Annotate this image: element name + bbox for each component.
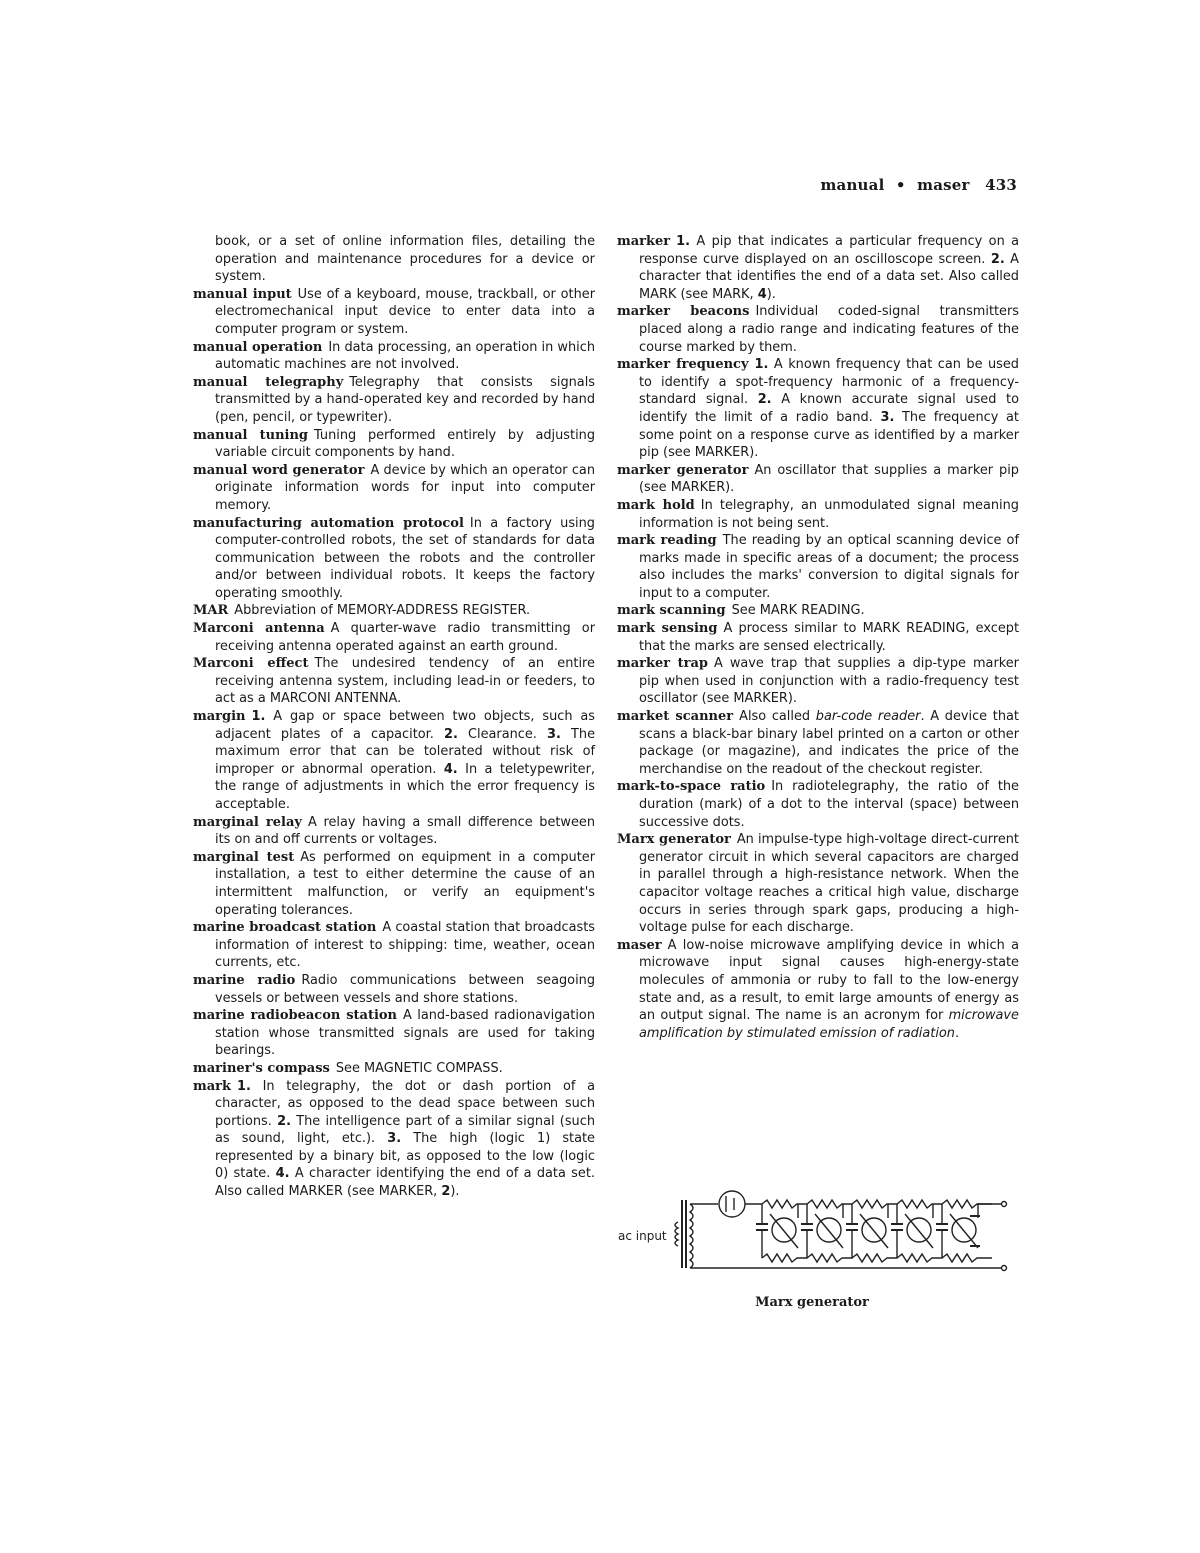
- entry-headword: marine radio: [193, 972, 296, 988]
- entry-headword: margin: [193, 709, 246, 725]
- sense-number: 2.: [990, 251, 1005, 267]
- dictionary-entry: [617, 303, 1019, 356]
- entry-text: In radiotelegraphy, the ratio of the duration (mark) of a dot to the interval (space) between successive dots.: [639, 779, 1019, 830]
- dictionary-entry: [193, 972, 595, 1007]
- dictionary-entry: [193, 374, 595, 427]
- entry-headword: marginal test: [193, 849, 295, 865]
- entry-text: A pip that indicates a particular frequency on a response curve displayed on an oscilloscope screen.: [639, 234, 1019, 267]
- entry-text: The reading by an optical scanning device of marks made in specific areas of a document; the process also includes the marks' conversion to digital signals for input to a computer.: [639, 533, 1019, 601]
- entry-headword: Marx generator: [617, 832, 731, 848]
- dictionary-entry: [193, 1007, 595, 1060]
- entry-text: A character that identifies the end of a data set. Also called MARK (see MARK,: [639, 251, 1019, 302]
- left-column: [193, 233, 595, 1201]
- entry-text: Radio communications between seagoing vessels or between vessels and shore stations.: [215, 972, 596, 1006]
- entry-text: The undesired tendency of an entire receiving antenna system, including lead-in or feeders, to act as a MARCONI ANTENNA.: [215, 656, 595, 707]
- entry-text: See MARK READING.: [731, 603, 865, 619]
- entry-headword: marine radiobeacon station: [193, 1008, 398, 1024]
- entry-text: . A device that scans a black-bar binary label printed on a carton or other package (or magazine), and indicates the price of the merchandise on the readout of the checkout register.: [639, 709, 1019, 777]
- entry-headword: marine broadcast station: [193, 920, 377, 936]
- dictionary-entry: [193, 1078, 595, 1201]
- entry-text: A quarter-wave radio transmitting or receiving antenna operated against an earth ground.: [215, 621, 595, 654]
- entry-headword: marginal relay: [193, 814, 302, 830]
- dictionary-entry: [193, 233, 595, 286]
- entry-headword: mark hold: [617, 497, 695, 513]
- entry-text: Also called: [739, 709, 816, 725]
- entry-text: A process similar to MARK READING, except that the marks are sensed electrically.: [639, 621, 1020, 654]
- sense-number: 1.: [251, 709, 266, 725]
- dictionary-entry: [617, 831, 1019, 937]
- sense-number: 3.: [547, 726, 561, 742]
- entry-italic-text: microwave amplification by stimulated emission of radiation: [639, 1008, 1019, 1041]
- entry-text: A gap or space between two objects, such as adjacent plates of a capacitor.: [215, 709, 595, 742]
- entry-headword: mark: [193, 1078, 232, 1094]
- entry-text: .: [954, 1025, 960, 1041]
- entry-headword: MAR: [193, 603, 229, 619]
- entry-headword: marker: [617, 234, 671, 249]
- entry-text: In a teletypewriter, the range of adjustments in which the error frequency is acceptable.: [215, 761, 595, 812]
- dictionary-entry: [193, 849, 595, 919]
- entry-italic-text: bar-code reader: [815, 709, 921, 725]
- dictionary-entry: [617, 462, 1019, 497]
- entry-text: Use of a keyboard, mouse, trackball, or other electromechanical input device to enter data into a computer program or system.: [215, 286, 595, 337]
- entry-text: ).: [450, 1184, 460, 1200]
- dictionary-entry: [617, 620, 1019, 655]
- dictionary-entry: [617, 778, 1019, 831]
- dictionary-entry: [617, 233, 1019, 303]
- entry-headword: manual word generator: [193, 462, 365, 478]
- entry-text: ).: [766, 286, 776, 302]
- entry-text: In telegraphy, the dot or dash portion of a character, as opposed to the dead space between such portions.: [215, 1078, 595, 1129]
- dictionary-entry: [617, 532, 1019, 602]
- dictionary-entry: [617, 937, 1019, 1043]
- entry-text: In data processing, an operation in which automatic machines are not involved.: [215, 339, 595, 373]
- entry-text: The intelligence part of a similar signal (such as sound, light, etc.).: [215, 1113, 595, 1147]
- dictionary-entry: [193, 655, 595, 708]
- entry-text: A relay having a small difference between its on and off currents or voltages.: [215, 814, 596, 848]
- entry-headword: marker generator: [617, 462, 749, 478]
- sense-number: 3.: [387, 1131, 402, 1147]
- entry-text: A land-based radionavigation station whose transmitted signals are used for taking bearings.: [215, 1008, 595, 1059]
- sense-number: 2.: [277, 1113, 291, 1129]
- entry-headword: manual telegraphy: [193, 374, 344, 390]
- entry-text: An impulse-type high-voltage direct-current generator circuit in which several capacitors are charged in parallel through a high-resistance network. When the capacitor voltage reaches a critical high value, discharge occurs in series through spark gaps, producing a high-voltage pulse for each discharge.: [639, 832, 1019, 936]
- dictionary-entry: [193, 427, 595, 462]
- sense-number: 3.: [880, 409, 895, 425]
- dictionary-entry: [193, 620, 595, 655]
- sense-number: 1.: [237, 1078, 251, 1094]
- entry-text: In a factory using computer-controlled robots, the set of standards for data communication between the robots and the controller and/or between individual robots. It keeps the factory operating smoothly.: [215, 515, 595, 601]
- entry-text: A known accurate signal used to identify the limit of a radio band.: [639, 392, 1019, 425]
- dictionary-entry: [617, 497, 1019, 532]
- guide-word-end: maser: [917, 176, 970, 194]
- entry-headword: Marconi antenna: [193, 621, 325, 637]
- ac-input-label: ac input: [618, 1229, 667, 1243]
- sense-number: 2.: [757, 392, 772, 408]
- entry-text: A low-noise microwave amplifying device in which a microwave input signal causes high-energy-state molecules of ammonia or ruby to fall to the low-energy state and, as a result, to emit large amounts of energy as an output signal. The name is an acronym for: [639, 937, 1019, 1024]
- dictionary-entry: [193, 339, 595, 374]
- dictionary-entry: [193, 919, 595, 972]
- entry-text: A coastal station that broadcasts information of interest to shipping: time, weather, ocean currents, etc.: [215, 920, 595, 971]
- entry-text: A character identifying the end of a data set. Also called MARKER (see MARKER,: [215, 1166, 595, 1200]
- entry-headword: marker trap: [617, 656, 708, 672]
- guide-word-start: manual: [820, 176, 885, 194]
- sense-number: 4.: [443, 761, 458, 777]
- dictionary-entry: [193, 1060, 595, 1078]
- entry-headword: marker beacons: [617, 304, 750, 320]
- sense-number: 2.: [444, 726, 458, 742]
- entry-text: A wave trap that supplies a dip-type marker pip when used in conjunction with a radio-frequency test oscillator (see MARKER).: [639, 656, 1019, 707]
- marx-generator-circuit-diagram: [612, 1180, 1012, 1290]
- running-head: [820, 176, 1017, 194]
- dictionary-entry: [617, 602, 1019, 620]
- guide-separator: •: [895, 176, 906, 194]
- sense-number: 1.: [676, 234, 691, 249]
- sense-number: 2: [441, 1184, 451, 1200]
- entry-headword: mark reading: [617, 533, 717, 549]
- dictionary-entry: [193, 462, 595, 515]
- entry-headword: Marconi effect: [193, 656, 309, 672]
- entry-text: Individual coded-signal transmitters placed along a radio range and indicating features of the course marked by them.: [639, 304, 1020, 355]
- entry-text: The frequency at some point on a response curve as identified by a marker pip (see MARKER).: [639, 409, 1019, 461]
- dictionary-entry: [193, 602, 595, 620]
- sense-number: 1.: [754, 357, 769, 373]
- dictionary-entry: [617, 708, 1019, 778]
- figure-caption: Marx generator: [755, 1295, 869, 1310]
- dictionary-entry: [193, 814, 595, 849]
- dictionary-entry: [617, 356, 1019, 462]
- entry-headword: mark sensing: [617, 621, 718, 637]
- sense-number: 4: [757, 286, 767, 302]
- dictionary-entry: [193, 286, 595, 339]
- entry-headword: manual input: [193, 286, 292, 302]
- entry-headword: manual operation: [193, 339, 323, 355]
- entry-text: Abbreviation of MEMORY-ADDRESS REGISTER.: [234, 603, 531, 619]
- entry-headword: mark scanning: [617, 603, 726, 619]
- entry-text: Tuning performed entirely by adjusting variable circuit components by hand.: [215, 427, 596, 461]
- entry-text: In telegraphy, an unmodulated signal meaning information is not being sent.: [639, 497, 1019, 531]
- sense-number: 4.: [275, 1166, 290, 1182]
- dictionary-entry: [617, 655, 1019, 708]
- entry-headword: manual tuning: [193, 427, 309, 443]
- entry-text: A known frequency that can be used to identify a spot-frequency harmonic of a frequency-standard signal.: [639, 357, 1019, 408]
- entry-headword: marker frequency: [617, 357, 749, 373]
- entry-headword: mark-to-space ratio: [617, 779, 766, 795]
- dictionary-entry: [193, 515, 595, 603]
- entry-text: The high (logic 1) state represented by a binary bit, as opposed to the low (logic 0) state.: [215, 1131, 595, 1182]
- entry-text: The maximum error that can be tolerated without risk of improper or abnormal operation.: [215, 726, 596, 777]
- dictionary-entry: [193, 708, 595, 814]
- right-column: [617, 233, 1019, 1042]
- entry-headword: maser: [617, 937, 662, 953]
- entry-headword: manufacturing automation protocol: [193, 515, 464, 531]
- entry-text: See MAGNETIC COMPASS.: [335, 1060, 503, 1076]
- entry-headword: mariner's compass: [193, 1060, 330, 1076]
- page-number: 433: [985, 176, 1017, 194]
- entry-text: An oscillator that supplies a marker pip (see MARKER).: [639, 462, 1019, 496]
- entry-text: As performed on equipment in a computer installation, a test to either determine the cause of an intermittent malfunction, or verify an equipment's operating tolerances.: [215, 849, 595, 918]
- entry-text: A device by which an operator can originate information words for input into computer memory.: [215, 462, 595, 513]
- entry-headword: market scanner: [617, 709, 734, 725]
- entry-text: Telegraphy that consists signals transmitted by a hand-operated key and recorded by hand (pen, pencil, or typewriter).: [215, 374, 596, 425]
- entry-text: Clearance.: [457, 726, 548, 742]
- entry-text: book, or a set of online information files, detailing the operation and maintenance procedures for a device or system.: [215, 234, 595, 285]
